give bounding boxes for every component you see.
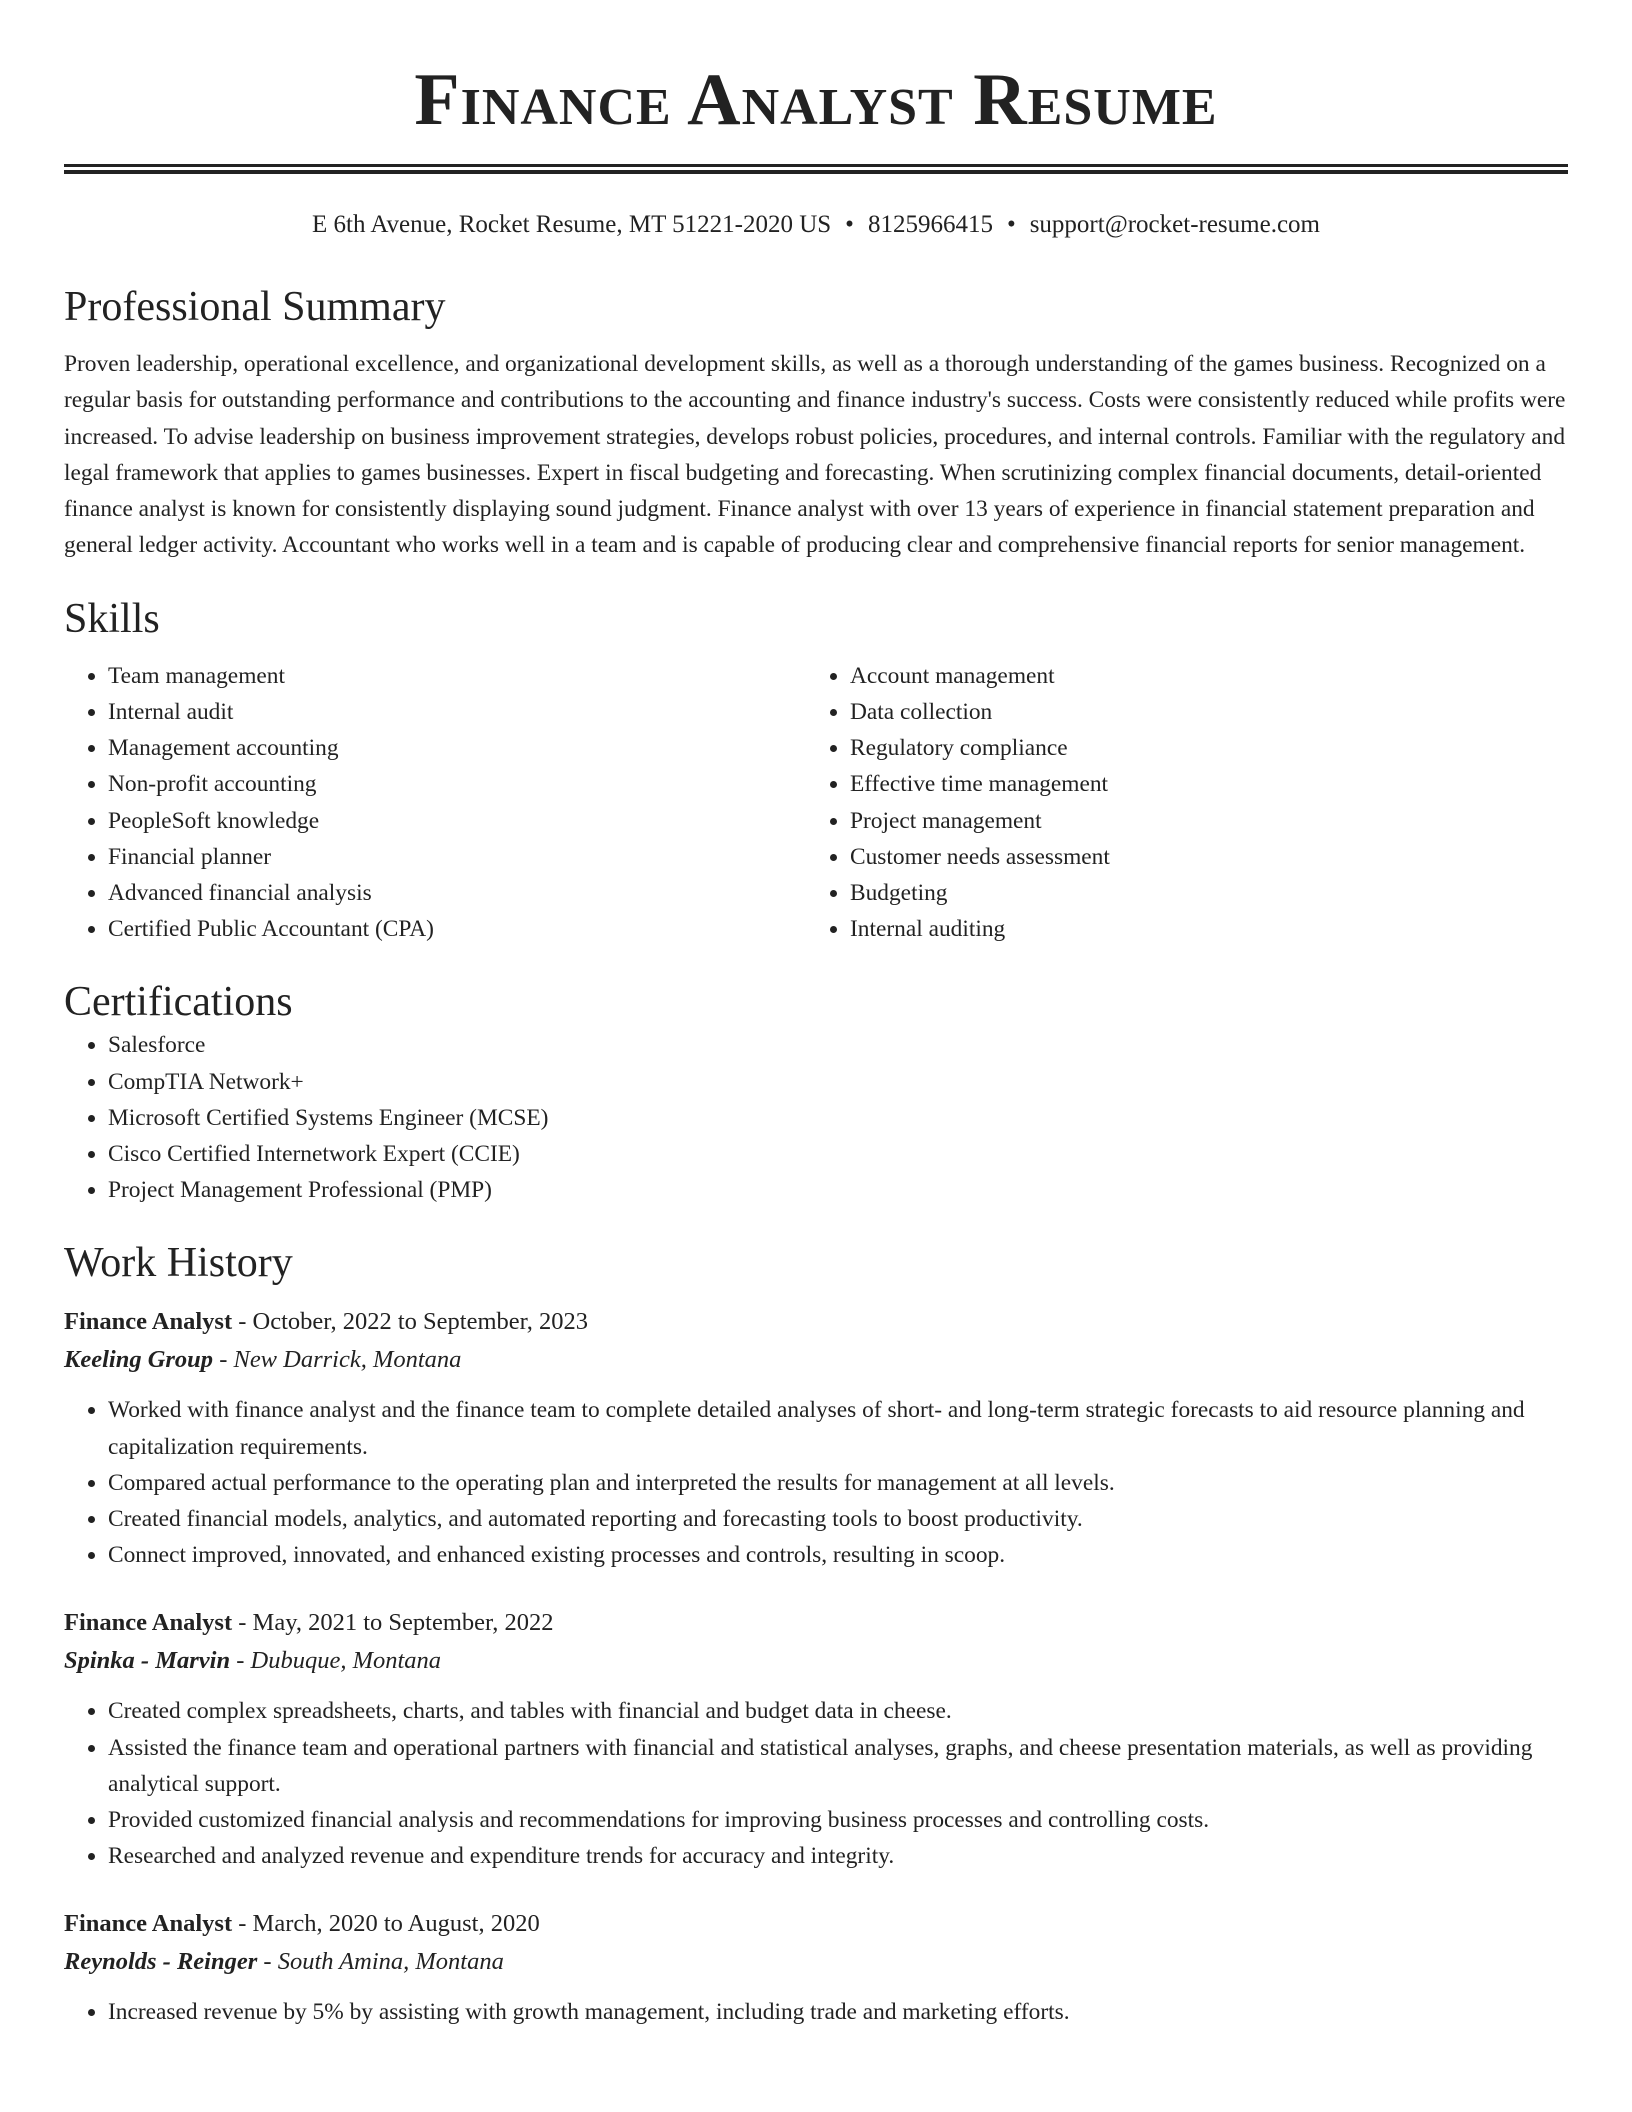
certification-item: • Project Management Professional (PMP) [108, 1172, 1568, 1208]
skill-item: • Internal audit [108, 694, 806, 730]
job-bullet: • Connect improved, innovated, and enhanced existing processes and controls, resulting in scoop. [108, 1537, 1568, 1573]
certification-item: • Salesforce [108, 1027, 1568, 1063]
certifications-heading: Certifications [64, 979, 293, 1026]
skill-item: • Internal auditing [850, 911, 1548, 947]
skill-item: • Regulatory compliance [850, 730, 1548, 766]
job-title-line [64, 1304, 1568, 1340]
job-title: Finance Analyst [64, 1609, 233, 1637]
skill-item: • Advanced financial analysis [108, 875, 806, 911]
job-title: Finance Analyst [64, 1308, 233, 1336]
skill-item: • Budgeting [850, 875, 1548, 911]
skill-item: • Management accounting [108, 730, 806, 766]
skill-item: • Financial planner [108, 839, 806, 875]
skill-item: • Project management [850, 803, 1548, 839]
certifications-list [64, 1027, 1568, 1208]
job-bullets [64, 1693, 1568, 1874]
job-entry [64, 1906, 1568, 2030]
title-divider [64, 164, 1568, 174]
job-title-line [64, 1605, 1568, 1641]
job-title: Finance Analyst [64, 1910, 233, 1938]
job-bullet: • Assisted the finance team and operational partners with financial and statistical analyses, graphs, and cheese presentation materials, as well as providing analytical support. [108, 1730, 1568, 1802]
skill-item: • Team management [108, 658, 806, 694]
job-company: Spinka - Marvin [64, 1647, 231, 1675]
job-dates: - March, 2020 to August, 2020 [232, 1910, 540, 1938]
work-history-heading: Work History [64, 1240, 293, 1287]
job-bullet: • Researched and analyzed revenue and expenditure trends for accuracy and integrity. [108, 1838, 1568, 1874]
job-bullet: • Created financial models, analytics, and automated reporting and forecasting tools to boost productivity. [108, 1501, 1568, 1537]
skills-heading: Skills [64, 595, 160, 642]
resume-title: Finance Analyst Resume [414, 59, 1218, 141]
job-company: Keeling Group [64, 1346, 214, 1374]
skill-item: • Account management [850, 658, 1548, 694]
job-bullet: • Created complex spreadsheets, charts, and tables with financial and budget data in cheese. [108, 1693, 1568, 1729]
certification-item: • CompTIA Network+ [108, 1064, 1568, 1100]
job-company-line [64, 1641, 1568, 1681]
job-dates: - October, 2022 to September, 2023 [232, 1308, 589, 1336]
job-location: - Dubuque, Montana [230, 1647, 442, 1675]
contact-separator: • [1006, 211, 1016, 238]
contact-email: support@rocket-resume.com [1029, 211, 1320, 238]
skill-item: • PeopleSoft knowledge [108, 803, 806, 839]
skill-item: • Customer needs assessment [850, 839, 1548, 875]
job-title-line [64, 1906, 1568, 1942]
summary-text: Proven leadership, operational excellence, and organizational development skills, as well as a thorough understanding of the games business. Recognized on a regular basis for outstanding performance and contributions to the accounting and finance industry's success. Costs were consistently reduced while profits were increased. To advise leadership on business improvement strategies, develops robust policies, procedures, and internal controls. Familiar with the regulatory and legal framework that applies to games businesses. Expert in fiscal budgeting and forecasting. When scrutinizing complex financial documents, detail-oriented finance analyst is known for consistently displaying sound judgment. Finance analyst with over 13 years of experience in financial statement preparation and general ledger activity. Accountant who works well in a team and is capable of producing clear and comprehensive financial reports for senior management. [64, 351, 1566, 559]
job-dates: - May, 2021 to September, 2022 [232, 1609, 554, 1637]
job-bullets [64, 1994, 1568, 2030]
skill-item: • Effective time management [850, 766, 1548, 802]
job-company: Reynolds - Reinger [64, 1948, 258, 1976]
contact-address: E 6th Avenue, Rocket Resume, MT 51221-2020 US [312, 211, 832, 238]
certification-item: • Microsoft Certified Systems Engineer (MCSE) [108, 1100, 1568, 1136]
job-bullet: • Provided customized financial analysis and recommendations for improving business processes and controlling costs. [108, 1802, 1568, 1838]
skills-list-left [64, 658, 806, 948]
job-bullet: • Increased revenue by 5% by assisting with growth management, including trade and marketing efforts. [108, 1994, 1568, 2030]
job-company-line [64, 1340, 1568, 1380]
skills-list-right [806, 658, 1548, 948]
certification-item: • Cisco Certified Internetwork Expert (CCIE) [108, 1136, 1568, 1172]
summary-heading: Professional Summary [64, 284, 446, 330]
skill-item: • Certified Public Accountant (CPA) [108, 911, 806, 947]
job-entry [64, 1304, 1568, 1573]
skills-columns [64, 658, 1568, 948]
contact-line [64, 210, 1568, 240]
job-bullets [64, 1392, 1568, 1573]
job-entry [64, 1605, 1568, 1874]
job-location: - South Amina, Montana [257, 1948, 504, 1976]
contact-phone: 8125966415 [867, 211, 993, 238]
contact-separator: • [845, 211, 854, 238]
job-bullet: • Worked with finance analyst and the finance team to complete detailed analyses of short- and long-term strategic forecasts to aid resource planning and capitalization requirements. [108, 1392, 1568, 1464]
skill-item: • Non-profit accounting [108, 766, 806, 802]
job-bullet: • Compared actual performance to the operating plan and interpreted the results for management at all levels. [108, 1465, 1568, 1501]
job-company-line [64, 1942, 1568, 1982]
skill-item: • Data collection [850, 694, 1548, 730]
job-location: - New Darrick, Montana [213, 1346, 462, 1374]
